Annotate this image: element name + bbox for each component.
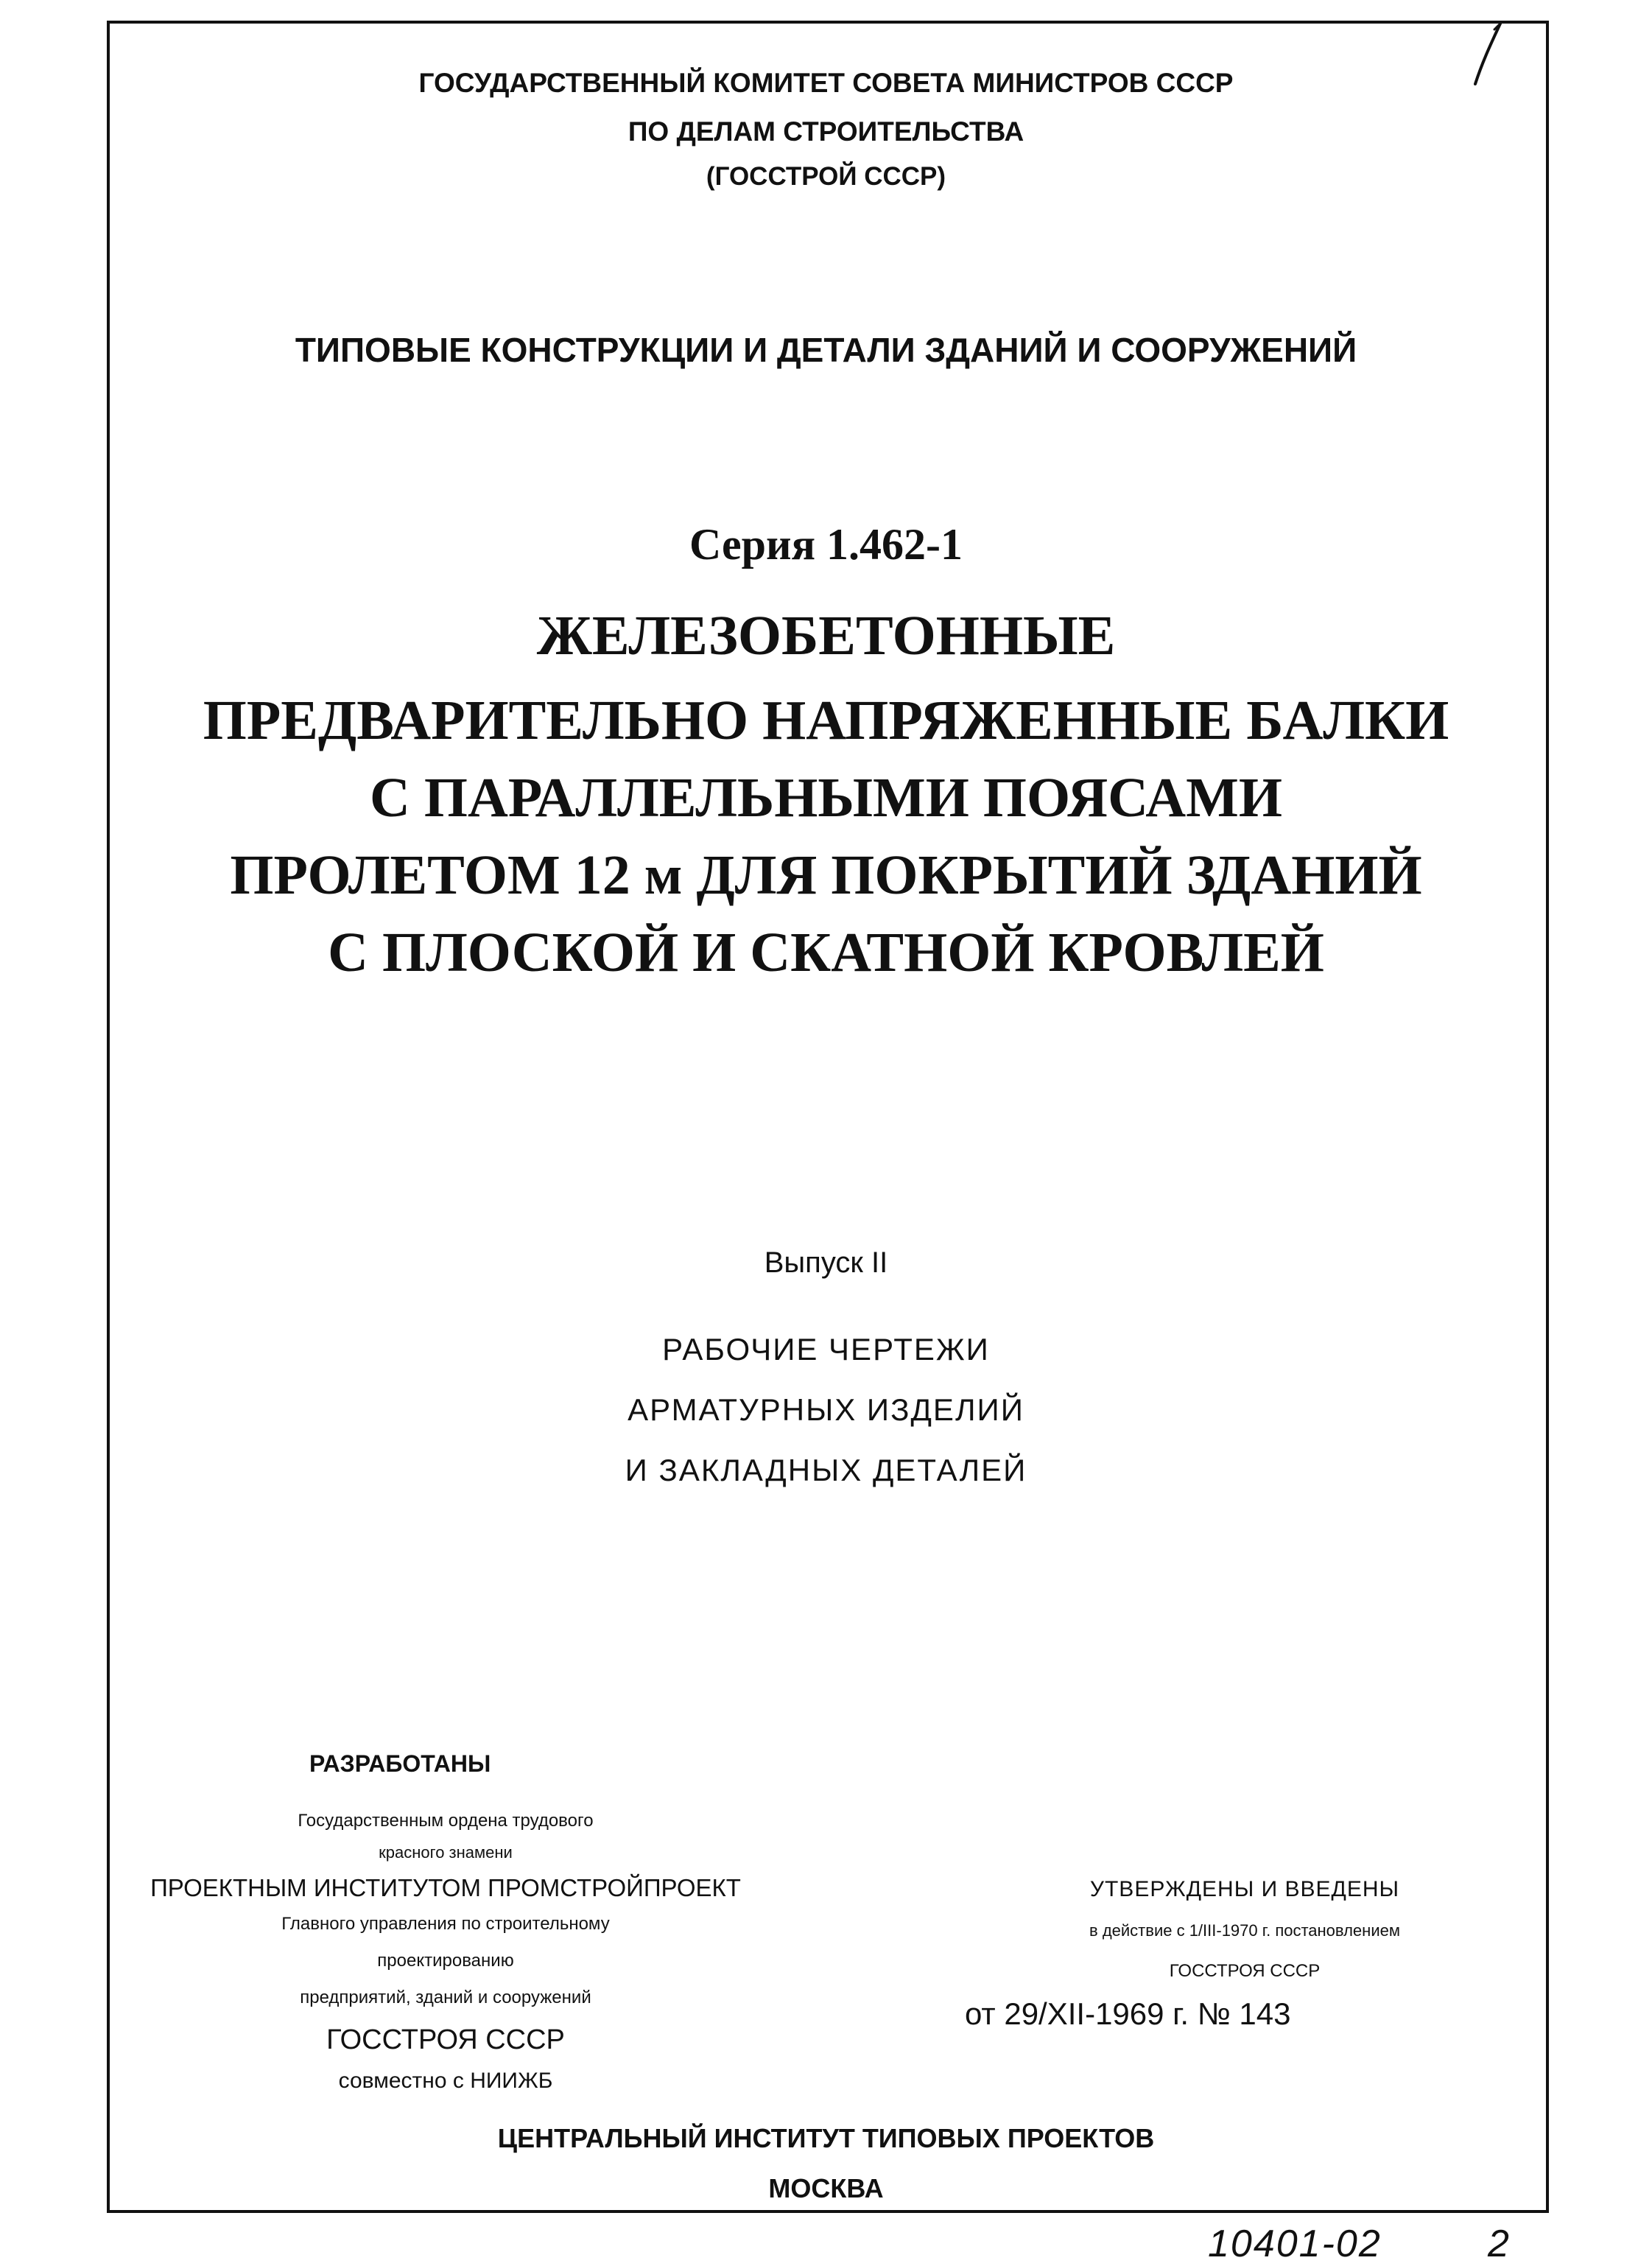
header-line-1: ГОСУДАРСТВЕННЫЙ КОМИТЕТ СОВЕТА МИНИСТРОВ СССР bbox=[418, 68, 1234, 98]
developed-line-2: красного знамени bbox=[379, 1843, 513, 1862]
issue-number: Выпуск II bbox=[764, 1246, 888, 1279]
series-number: Серия 1.462-1 bbox=[689, 520, 963, 569]
subtitle-line-2: АРМАТУРНЫХ ИЗДЕЛИЙ bbox=[628, 1392, 1024, 1427]
developed-line-6: предприятий, зданий и сооружений bbox=[300, 1988, 591, 2007]
approved-line-1: УТВЕРЖДЕНЫ И ВВЕДЕНЫ bbox=[1089, 1877, 1400, 1901]
developed-heading: РАЗРАБОТАНЫ bbox=[309, 1750, 491, 1777]
title-line-1: ЖЕЛЕЗОБЕТОННЫЕ bbox=[536, 605, 1116, 667]
approved-line-4: от 29/XII-1969 г. № 143 bbox=[965, 1996, 1291, 2031]
approved-line-2: в действие с 1/III-1970 г. постановлением bbox=[1089, 1921, 1400, 1940]
approved-line-3: ГОССТРОЯ СССР bbox=[1169, 1961, 1321, 1981]
header-line-2: ПО ДЕЛАМ СТРОИТЕЛЬСТВА bbox=[628, 116, 1024, 147]
publisher-line-2: МОСКВА bbox=[768, 2173, 884, 2203]
developed-line-4: Главного управления по строительному bbox=[281, 1914, 610, 1934]
publisher-line-1: ЦЕНТРАЛЬНЫЙ ИНСТИТУТ ТИПОВЫХ ПРОЕКТОВ bbox=[497, 2123, 1155, 2153]
subtitle-line-3: И ЗАКЛАДНЫХ ДЕТАЛЕЙ bbox=[625, 1453, 1027, 1487]
subtitle-line-1: РАБОЧИЕ ЧЕРТЕЖИ bbox=[662, 1332, 990, 1367]
developed-line-8: совместно с НИИЖБ bbox=[338, 2069, 553, 2093]
collection-title: ТИПОВЫЕ КОНСТРУКЦИИ И ДЕТАЛИ ЗДАНИЙ И СООРУЖЕНИЙ bbox=[295, 331, 1357, 369]
title-line-2: ПРЕДВАРИТЕЛЬНО НАПРЯЖЕННЫЕ БАЛКИ bbox=[203, 690, 1449, 751]
developed-line-1: Государственным ордена трудового bbox=[298, 1811, 594, 1831]
title-line-5: С ПЛОСКОЙ И СКАТНОЙ КРОВЛЕЙ bbox=[328, 922, 1324, 983]
title-line-3: С ПАРАЛЛЕЛЬНЫМИ ПОЯСАМИ bbox=[369, 767, 1283, 829]
developed-line-3: ПРОЕКТНЫМ ИНСТИТУТОМ ПРОМСТРОЙПРОЕКТ bbox=[150, 1874, 741, 1901]
developed-line-5: проектированию bbox=[377, 1951, 514, 1971]
developed-line-7: ГОССТРОЯ СССР bbox=[326, 2024, 565, 2055]
handwritten-document-code: 10401-02 bbox=[1208, 2223, 1382, 2265]
header-line-3: (ГОССТРОЙ СССР) bbox=[706, 162, 946, 191]
handwritten-page-number: 2 bbox=[1488, 2223, 1509, 2265]
title-line-4: ПРОЛЕТОМ 12 м ДЛЯ ПОКРЫТИЙ ЗДАНИЙ bbox=[230, 844, 1422, 906]
